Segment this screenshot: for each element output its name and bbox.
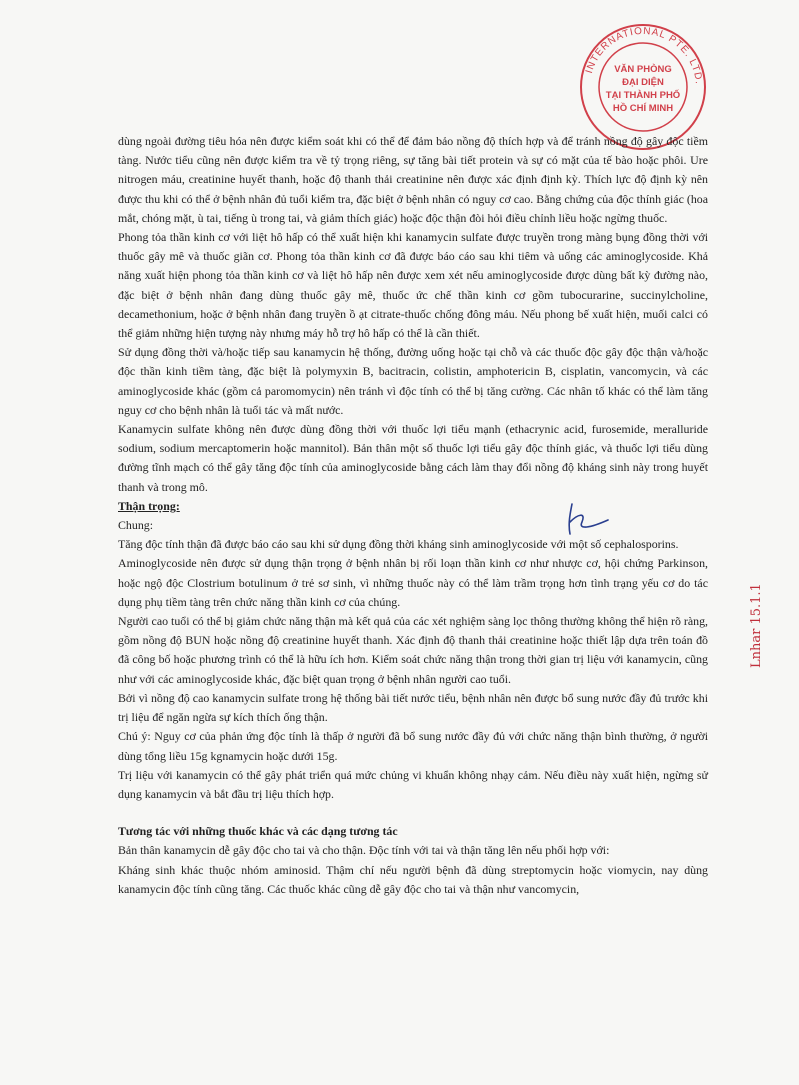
- stamp-line-4: HỒ CHÍ MINH: [612, 103, 674, 114]
- paragraph-hydration: Bởi vì nồng độ cao kanamycin sulfate trong hệ thống bài tiết nước tiểu, bệnh nhân nên được bổ sung nước đầy đủ trước khi trị liệu để ngăn ngừa sự kích thích ống thận.: [118, 690, 708, 725]
- paragraph-monitoring: dùng ngoài đường tiêu hóa nên được kiểm soát khi có thể để đảm bảo nồng độ thích hợp và để tránh nồng độ gây độc tiềm tàng. Nước tiểu cũng nên được kiểm tra về tỷ trọng riêng, sự tăng bài tiết protein và sự có mặt của tế bào hoặc phôi. Ure nitrogen máu, creatinine huyết thanh, hoặc độ thanh thải creatinine nên được xác định định kỳ. Thích lực độ định kỳ nên được thu khi có thể ở bệnh nhân đủ tuổi kiểm tra, đặc biệt ở bệnh nhân có nguy cơ cao. Bằng chứng của độc thính giác (hoa mắt, chóng mặt, ù tai, tiếng ù trong tai, và giảm thích giác) hoặc độc thận đòi hỏi điều chỉnh liều hoặc ngừng thuốc.: [118, 134, 708, 225]
- signature-mark: [560, 500, 615, 540]
- stamp-line-3: TẠI THÀNH PHỐ: [605, 90, 681, 101]
- handwritten-side-note: [748, 530, 772, 670]
- section-heading-interactions: Tương tác với những thuốc khác và các dạng tương tác: [118, 824, 398, 839]
- paragraph-neuromuscular-disorders: Aminoglycoside nên được sử dụng thận trọng ở bệnh nhân bị rối loạn thần kinh cơ như nhược cơ, hội chứng Parkinson, hoặc ngộ độc Clostrium botulinum ở trẻ sơ sinh, vì những thuốc này có thể làm trầm trọng hơn tình trạng yếu cơ do tác dụng phụ tiềm tàng trên chức năng thần kinh cơ của chúng.: [118, 556, 708, 609]
- paragraph-cephalosporins: Tăng độc tính thận đã được báo cáo sau khi sử dụng đồng thời kháng sinh aminoglycoside với một số cephalosporins.: [118, 537, 679, 552]
- document-body: [118, 132, 708, 899]
- paragraph-concurrent-use: Sử dụng đồng thời và/hoặc tiếp sau kanamycin hệ thống, đường uống hoặc tại chỗ và các thuốc độc gây độc thận và/hoặc độc thần kinh tiềm tàng, đặc biệt là polymyxin B, bacitracin, colistin, amphotericin B, cisplatin, vancomycin, và các aminoglycoside khác (gồm cả paromomycin) nên tránh vì độc tính có thể bị tăng cường. Các nhân tố khác có thể làm tăng nguy cơ cho bệnh nhân là tuổi tác và mất nước.: [118, 345, 708, 417]
- paragraph-note: Chú ý: Nguy cơ của phản ứng độc tính là thấp ở người đã bổ sung nước đầy đủ với chức năng thận bình thường, ở người dùng tổng liều 15g kgnamycin hoặc dưới 15g.: [118, 729, 708, 763]
- svg-text:Lnhar 15.1.1: Lnhar 15.1.1: [749, 583, 764, 668]
- paragraph-elderly: Người cao tuổi có thể bị giảm chức năng thận mà kết quả của các xét nghiệm sàng lọc thông thường không thể hiện rõ ràng, gồm nồng độ BUN hoặc nồng độ creatinine huyết thanh. Xác định độ thanh thải creatinine hoặc thiết lập dựa trên toán đồ đã công bố hoặc phương trình có thể là hữu ích hơn. Kiểm soát chức năng thận trong thời gian trị liệu với kanamycin, cũng như với các aminoglycoside khác, đặc biệt quan trọng ở bệnh nhân người cao tuổi.: [118, 614, 708, 686]
- subheading-general: Chung:: [118, 518, 154, 533]
- stamp-ring-text: INTERNATIONAL PTE. LTD.: [583, 25, 704, 86]
- section-heading-caution: Thận trọng:: [118, 498, 180, 513]
- paragraph-toxicity: Bản thân kanamycin dễ gây độc cho tai và cho thận. Độc tính với tai và thận tăng lên nếu phối hợp với:: [118, 843, 610, 858]
- stamp-line-2: ĐẠI DIỆN: [622, 77, 664, 88]
- paragraph-aminosides: Kháng sinh khác thuộc nhóm aminosid. Thậm chí nếu người bệnh đã dùng streptomycin hoặc viomycin, nay dùng kanamycin độc tính cũng tăng. Các thuốc khác cũng dễ gây độc cho tai và thận như vancomycin,: [118, 862, 708, 896]
- stamp-line-1: VĂN PHÒNG: [614, 64, 672, 75]
- paragraph-overgrowth: Trị liệu với kanamycin có thể gây phát triển quá mức chủng vi khuẩn không nhạy cảm. Nếu điều này xuất hiện, ngừng sử dụng kanamycin và bắt đầu trị liệu thích hợp.: [118, 767, 708, 801]
- paragraph-neuromuscular-blockade: Phong tỏa thần kinh cơ với liệt hô hấp có thể xuất hiện khi kanamycin sulfate được truyền trong màng bụng đồng thời với thuốc gây mê và thuốc giãn cơ. Phong tỏa thần kinh cơ đã được báo cáo sau khi tiêm và uống các aminoglycoside. Khả năng xuất hiện phong tỏa thần kinh cơ và liệt hô hấp nên được xem xét nếu aminoglycoside được dùng bất kỳ đường nào, đặc biệt ở bệnh nhân đang dùng thuốc gây mê, thuốc ức chế thần kinh cơ gồm tubocurarine, succinylcholine, decamethonium, hoặc ở bệnh nhân đang truyền ồ ạt citrate-thuốc chống đông máu. Nếu phong bế xuất hiện, muối calci có thể giảm những hiện tượng này nhưng máy hỗ trợ hô hấp có thể là cần thiết.: [118, 230, 708, 341]
- paragraph-diuretics: Kanamycin sulfate không nên được dùng đồng thời với thuốc lợi tiểu mạnh (ethacrynic acid, furosemide, meralluride sodium, sodium mercaptomerin hoặc mannitol). Bản thân một số thuốc lợi tiểu gây độc thính giác, và thuốc lợi tiểu dùng đường tĩnh mạch có thể gây tăng độc tính của aminoglycoside bằng cách làm thay đổi nồng độ kháng sinh này trong huyết thanh và trong mô.: [118, 422, 708, 494]
